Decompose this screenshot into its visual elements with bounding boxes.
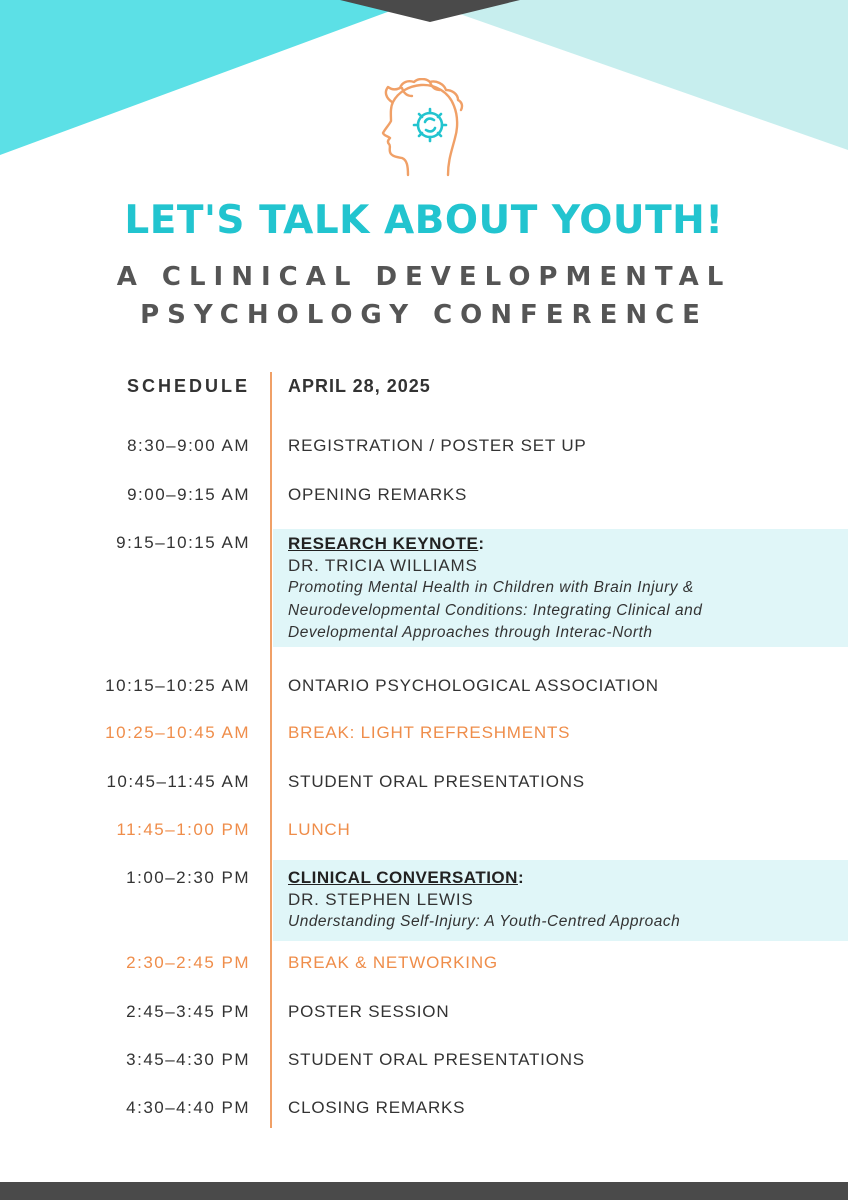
clinical-title: CLINICAL CONVERSATION	[288, 868, 518, 887]
keynote-title: RESEARCH KEYNOTE	[288, 534, 479, 553]
keynote-speaker: DR. TRICIA WILLIAMS	[288, 556, 478, 575]
schedule-time: 8:30–9:00 AM	[127, 436, 250, 455]
schedule-date: APRIL 28, 2025	[288, 376, 431, 396]
page-subtitle-line1: A CLINICAL DEVELOPMENTAL	[116, 262, 732, 292]
keynote-highlight	[273, 529, 848, 647]
schedule-time: 10:45–11:45 AM	[106, 772, 250, 791]
timeline-divider	[270, 372, 272, 1128]
schedule-event: BREAK & NETWORKING	[288, 953, 498, 972]
clinical-speaker: DR. STEPHEN LEWIS	[288, 890, 474, 909]
schedule-event: LUNCH	[288, 820, 351, 839]
schedule-time: 9:00–9:15 AM	[127, 485, 250, 504]
schedule-event: STUDENT ORAL PRESENTATIONS	[288, 772, 585, 791]
bottom-bar	[0, 1182, 848, 1200]
clinical-title-colon: :	[517, 868, 524, 887]
schedule-time: 11:45–1:00 PM	[116, 820, 250, 839]
schedule-time: 4:30–4:40 PM	[126, 1098, 250, 1117]
schedule-time: 1:00–2:30 PM	[126, 868, 250, 887]
schedule-event: OPENING REMARKS	[288, 485, 468, 504]
schedule-event: CLOSING REMARKS	[288, 1098, 466, 1117]
cyan-triangle-left	[0, 0, 420, 155]
schedule-time: 9:15–10:15 AM	[116, 533, 250, 552]
schedule-event: REGISTRATION / POSTER SET UP	[288, 436, 587, 455]
schedule-event: STUDENT ORAL PRESENTATIONS	[288, 1050, 585, 1069]
schedule-event: POSTER SESSION	[288, 1002, 450, 1021]
schedule-label: SCHEDULE	[126, 376, 250, 396]
keynote-talk-line3: Developmental Approaches through Interac-North	[288, 624, 653, 641]
schedule-time: 10:15–10:25 AM	[105, 676, 250, 695]
schedule-time: 3:45–4:30 PM	[126, 1050, 250, 1069]
page-title: LET'S TALK ABOUT YOUTH!	[124, 198, 724, 243]
schedule-time: 2:45–3:45 PM	[126, 1002, 250, 1021]
clinical-highlight	[273, 860, 848, 941]
schedule-event: BREAK: LIGHT REFRESHMENTS	[288, 723, 571, 742]
head-with-gear-icon	[378, 78, 470, 180]
clinical-talk: Understanding Self-Injury: A Youth-Centred Approach	[288, 913, 681, 930]
schedule-time: 2:30–2:45 PM	[126, 953, 250, 972]
keynote-title-colon: :	[478, 534, 484, 553]
schedule-event: ONTARIO PSYCHOLOGICAL ASSOCIATION	[288, 676, 659, 695]
page-subtitle-line2: PSYCHOLOGY CONFERENCE	[140, 300, 708, 330]
schedule-time: 10:25–10:45 AM	[105, 723, 250, 742]
keynote-talk-line1: Promoting Mental Health in Children with Brain Injury &	[288, 579, 694, 596]
keynote-talk-line2: Neurodevelopmental Conditions: Integrating Clinical and	[288, 601, 703, 619]
light-triangle-right	[420, 0, 848, 150]
